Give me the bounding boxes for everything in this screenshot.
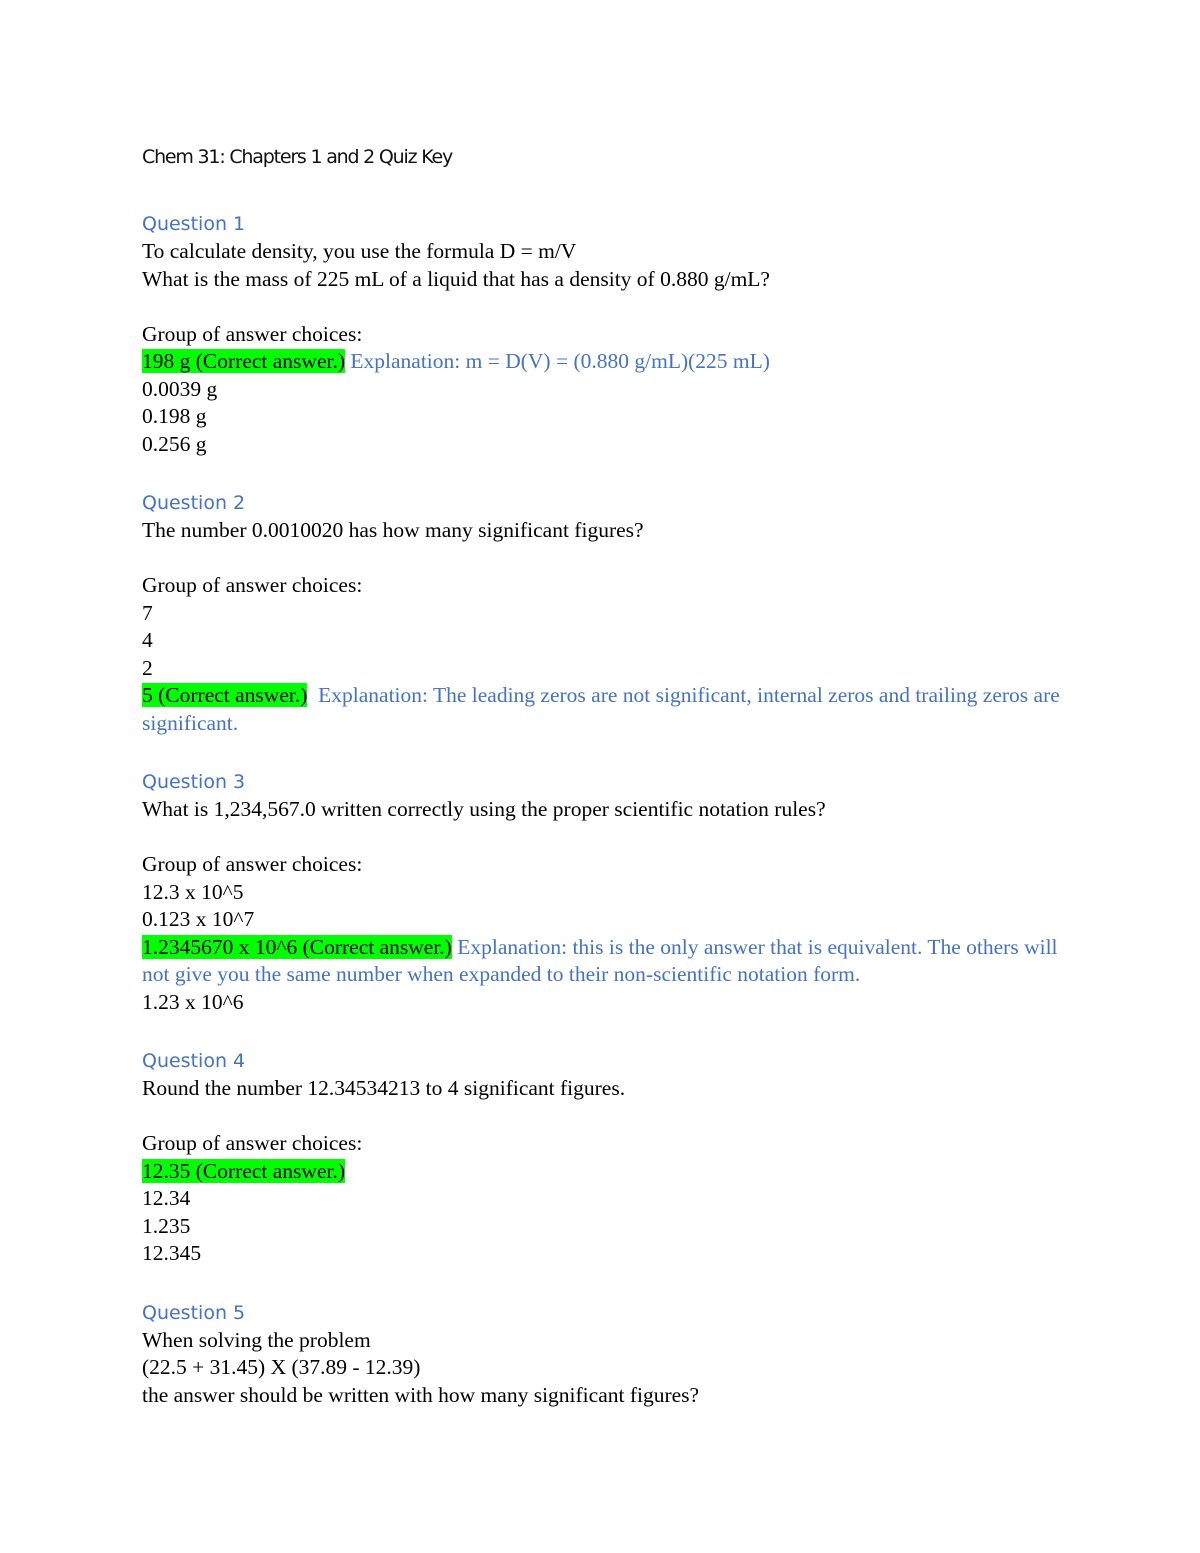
question-prompt-line: What is the mass of 225 mL of a liquid that has a density of 0.880 g/mL?: [142, 266, 770, 291]
answer-text: 0.198 g: [142, 404, 207, 428]
question-prompt-line: (22.5 + 31.45) X (37.89 - 12.39): [142, 1355, 421, 1379]
answer-explanation: Explanation: The leading zeros are not significant, internal zeros and trailing zeros are significant.: [142, 683, 1066, 735]
answer-text: 0.0039 g: [142, 376, 218, 401]
question-prompt-line: To calculate density, you use the formula D = m/V: [142, 239, 577, 263]
answer-choices-label: Group of answer choices:: [142, 852, 363, 876]
answer-choices-label: Group of answer choices:: [142, 573, 363, 597]
answer-text: 0.256 g: [142, 431, 207, 456]
answer-text: 1.235: [142, 1213, 191, 1238]
answer-text: 12.34: [142, 1186, 191, 1210]
correct-answer-text: 12.35 (Correct answer.): [142, 1158, 345, 1183]
question-prompt-line: What is 1,234,567.0 written correctly using the proper scientific notation rules?: [142, 797, 826, 821]
answer-choice: [142, 906, 1072, 934]
question-prompt-line: the answer should be written with how many significant figures?: [142, 1382, 700, 1407]
correct-answer-text: 198 g (Correct answer.): [142, 349, 345, 373]
question-block: [142, 489, 1072, 737]
question-heading: Question 2: [142, 492, 246, 514]
correct-answer-text: 1.2345670 x 10^6 (Correct answer.): [142, 934, 452, 959]
answer-text: 12.345: [142, 1241, 202, 1265]
answer-text: 0.123 x 10^7: [142, 907, 255, 931]
correct-answer-choice: [142, 934, 1072, 989]
answer-choice: [142, 431, 1072, 459]
answer-choice: [142, 403, 1072, 431]
question-block: [142, 1299, 1072, 1410]
question-heading: Question 1: [142, 213, 246, 235]
question-prompt-line: The number 0.0010020 has how many significant figures?: [142, 518, 644, 542]
document-title: Chem 31: Chapters 1 and 2 Quiz Key: [142, 146, 453, 168]
answer-choices-label: Group of answer choices:: [142, 321, 363, 346]
question-block: [142, 768, 1072, 1016]
correct-answer-text: 5 (Correct answer.): [142, 683, 308, 707]
answer-choice: [142, 376, 1072, 404]
answer-text: 7: [142, 600, 153, 625]
answer-text: 4: [142, 628, 153, 652]
answer-choice: [142, 627, 1072, 655]
question-block: [142, 210, 1072, 458]
answer-explanation: Explanation: this is the only answer that is equivalent. The others will not give you the same number when expanded to their non-scientific notation form.: [142, 934, 1063, 986]
answer-choices-label: Group of answer choices:: [142, 1131, 363, 1155]
answer-choice: [142, 600, 1072, 628]
question-heading: Question 3: [142, 771, 246, 793]
answer-choice: [142, 1185, 1072, 1213]
answer-text: 2: [142, 655, 153, 680]
answer-choice: [142, 1240, 1072, 1268]
answer-explanation: Explanation: m = D(V) = (0.880 g/mL)(225 mL): [345, 349, 770, 373]
correct-answer-choice: [142, 682, 1072, 737]
answer-choice: [142, 989, 1072, 1017]
answer-text: 12.3 x 10^5: [142, 879, 244, 904]
answer-choice: [142, 879, 1072, 907]
answer-choice: [142, 1213, 1072, 1241]
question-block: [142, 1047, 1072, 1268]
correct-answer-choice: [142, 1158, 1072, 1186]
question-prompt-line: When solving the problem: [142, 1327, 371, 1352]
answer-choice: [142, 655, 1072, 683]
question-list: [142, 210, 1072, 1409]
answer-text: 1.23 x 10^6: [142, 989, 244, 1014]
question-heading: Question 5: [142, 1301, 246, 1324]
question-prompt-line: Round the number 12.34534213 to 4 significant figures.: [142, 1076, 626, 1100]
document-body: [142, 143, 1072, 1409]
question-heading: Question 4: [142, 1050, 246, 1072]
correct-answer-choice: [142, 348, 1072, 376]
